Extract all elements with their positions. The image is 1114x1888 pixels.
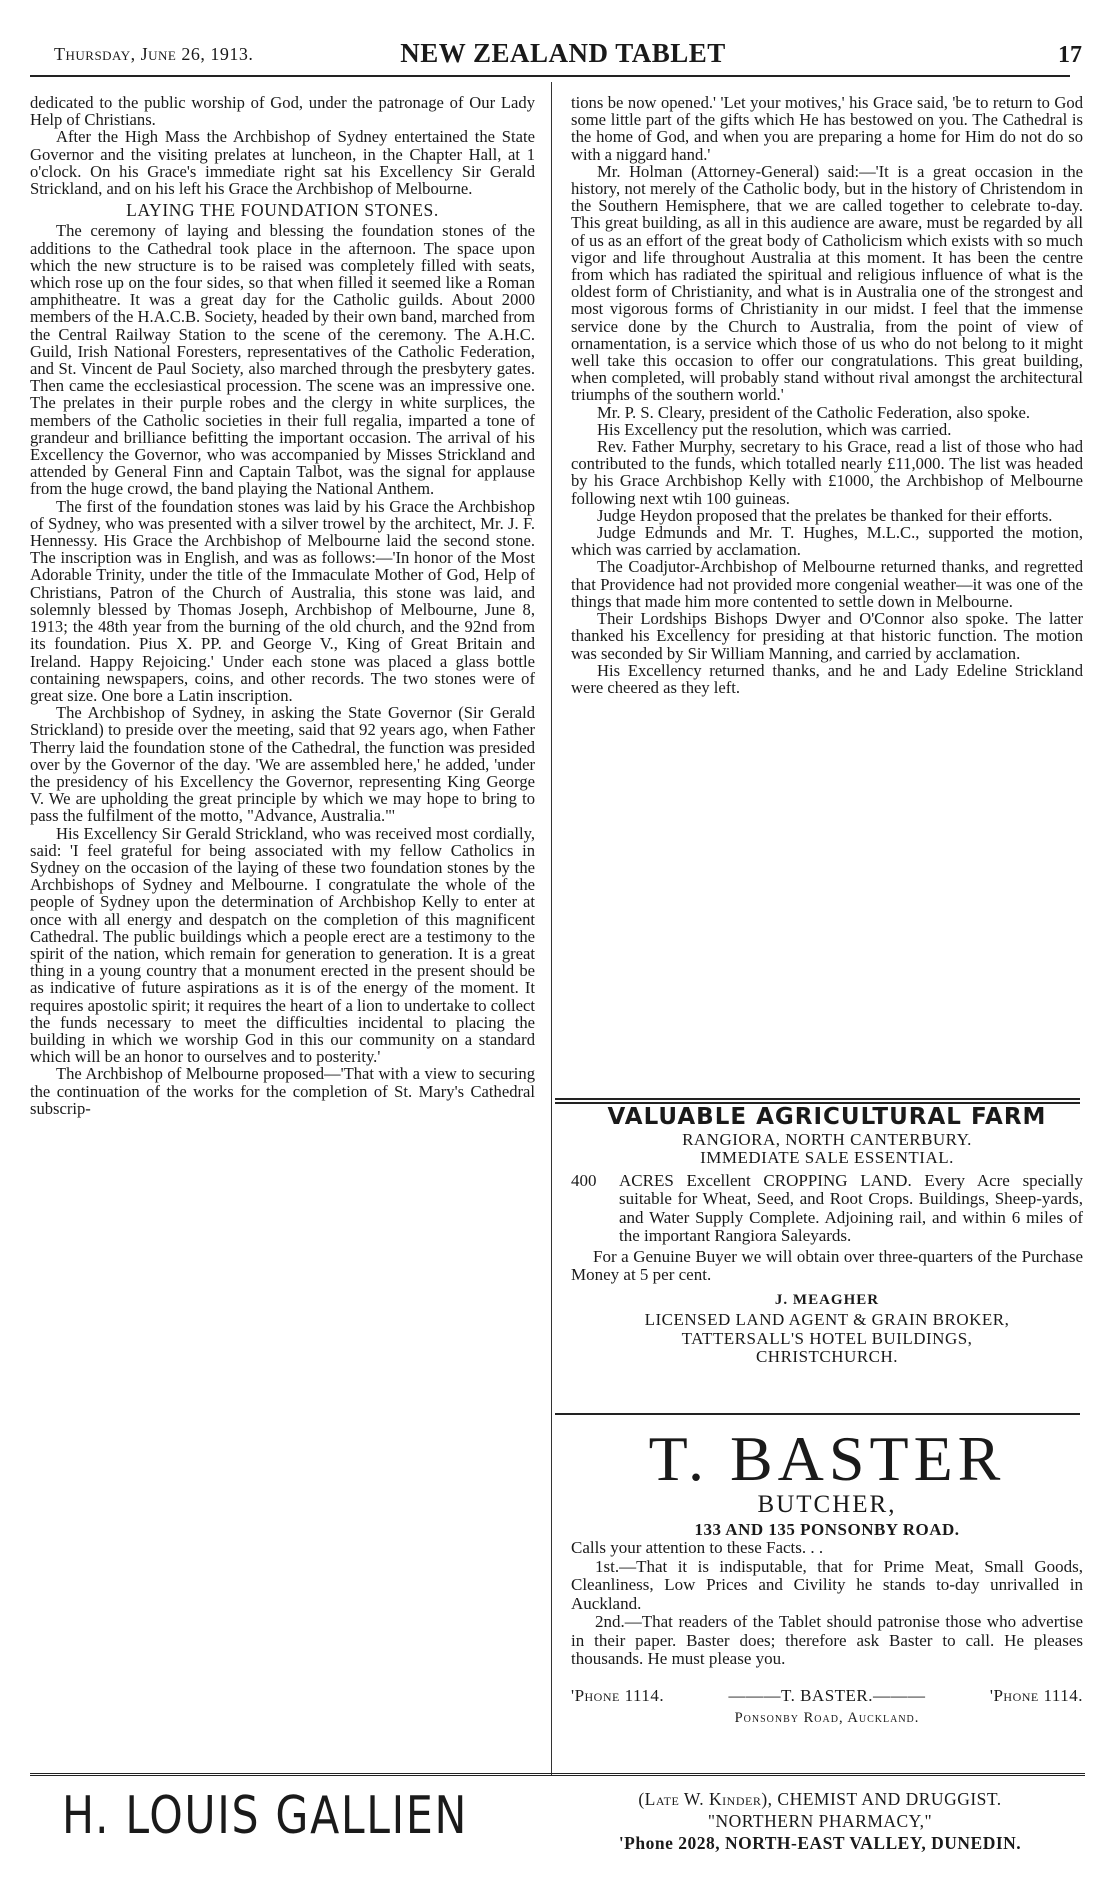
article-paragraph: Judge Heydon proposed that the prelates be thanked for their efforts. <box>597 505 1053 525</box>
article-paragraph: Their Lordships Bishops Dwyer and O'Connor also spoke. The latter thanked his Excellency for presiding at that historic function. The motion was seconded by Sir William Manning, and carried by acclamation. <box>571 609 1083 663</box>
chemist-ad-line: "NORTHERN PHARMACY," <box>707 1811 933 1831</box>
farm-ad-agent-name: J. MEAGHER <box>774 1291 880 1308</box>
farm-ad-description-block <box>571 1172 1083 1246</box>
farm-ad-sale: IMMEDIATE SALE ESSENTIAL. <box>700 1148 954 1167</box>
article-paragraph: The first of the foundation stones was laid by his Grace the Archbishop of Sydney, who was presented with a silver trowel by the architect, Mr. J. F. Hennessy. His Grace the Archbishop of Melbourne laid the second stone. The inscription was in English, and was as follows:—'In honor of the Most Adorable Trinity, under the title of the Immaculate Mother of God, Help of Christians, Patron of the Church of Australia, this stone was laid, and solemnly blessed by Thomas Joseph, Archbishop of Melbourne, June 8, 1913; the 48th year from the burning of the old church, and the 92nd from its foundation. Pius X. PP. and George V., King of Great Britain and Ireland. Happy Rejoicing.' Under each stone was placed a glass bottle containing newspapers, coins, and other records. The two stones were of great size. One bore a Latin inscription. <box>30 496 535 705</box>
article-paragraph: Judge Edmunds and Mr. T. Hughes, M.L.C., supported the motion, which was carried by acclamation. <box>571 523 1083 560</box>
newspaper-title: NEW ZEALAND TABLET <box>400 38 726 68</box>
butcher-ad-address: 133 AND 135 PONSONBY ROAD. <box>694 1519 960 1539</box>
farm-ad-agent-line: LICENSED LAND AGENT & GRAIN BROKER, <box>644 1310 1010 1329</box>
article-paragraph: After the High Mass the Archbishop of Sydney entertained the State Governor and the visiting prelates at luncheon, in the Chapter Hall, at 1 o'clock. On his Grace's immediate right sat his Excellency Sir Gerald Strickland, and on his left his Grace the Archbishop of Melbourne. <box>30 127 535 199</box>
butcher-ad-phone-line <box>571 1687 1083 1706</box>
chemist-advertisement <box>30 1782 1085 1882</box>
butcher-ad-phone: 'Phone 1114. <box>571 1685 665 1705</box>
ad-rule <box>555 1098 1080 1100</box>
farm-ad-offer: For a Genuine Buyer we will obtain over three-quarters of the Purchase Money at 5 per cent. <box>571 1246 1083 1284</box>
article-paragraph: His Excellency returned thanks, and he and Lady Edeline Strickland were cheered as they left. <box>571 660 1083 697</box>
page-header <box>38 38 1088 74</box>
chemist-ad-name: H. LOUIS GALLIEN <box>62 1786 469 1846</box>
farm-ad-title: VALUABLE AGRICULTURAL FARM <box>607 1104 1047 1130</box>
butcher-ad-phone: 'Phone 1114. <box>989 1685 1083 1705</box>
article-paragraph: dedicated to the public worship of God, under the patronage of Our Lady Help of Christians. <box>30 93 535 130</box>
chemist-ad-details <box>550 1788 1090 1854</box>
butcher-ad-name: T. BASTER <box>648 1423 1006 1494</box>
farm-ad-acres: 400 <box>571 1170 597 1190</box>
butcher-ad-signature: ———T. BASTER.——— <box>728 1685 926 1705</box>
ad-rule <box>555 1413 1080 1415</box>
farm-ad-location: RANGIORA, NORTH CANTERBURY. <box>682 1129 972 1149</box>
section-subheading: LAYING THE FOUNDATION STONES. <box>126 200 439 221</box>
right-column <box>571 94 1083 696</box>
butcher-ad-road: Ponsonby Road, Auckland. <box>734 1710 920 1726</box>
article-paragraph: The ceremony of laying and blessing the foundation stones of the additions to the Cathedral took place in the afternoon. The space upon which the new structure is to be raised was completely filled with seats, which rose up on the four sides, so that when filled it seemed like a Roman amphitheatre. It was a great day for the Catholic guilds. About 2000 members of the H.A.C.B. Society, headed by their own band, marched from the Central Railway Station to the scene of the ceremony. The A.H.C. Guild, Irish National Foresters, representatives of the Catholic Federation, and St. Vincent de Paul Society, also marched through the presbytery gates. Then came the ecclesiastical procession. The scene was an impressive one. The prelates in their purple robes and the clergy in white surplices, the members of the Catholic societies in their full regalia, imparted a tone of grandeur and brilliance befitting the important occasion. The arrival of his Excellency the Governor, who was accompanied by Misses Strickland and attended by General Finn and Captain Talbot, was the signal for applause from the huge crowd, the band playing the National Anthem. <box>30 221 535 499</box>
column-divider <box>551 82 552 1775</box>
article-paragraph: Mr. P. S. Cleary, president of the Catholic Federation, also spoke. <box>597 402 1031 422</box>
chemist-ad-line: 'Phone 2028, NORTH-EAST VALLEY, DUNEDIN. <box>618 1833 1022 1853</box>
butcher-ad-intro: Calls your attention to these Facts. . . <box>571 1538 824 1557</box>
header-rule <box>30 75 1070 77</box>
article-paragraph: The Archbishop of Sydney, in asking the State Governor (Sir Gerald Strickland) to preside over the meeting, said that 92 years ago, when Father Therry laid the foundation stone of the Cathedral, the function was presided over by the Governor of the day. 'We are assembled here,' he added, 'under the presidency of his Excellency the Governor, representing King George V. We are upholding the great principle by which we may hope to bring to pass the fulfilment of the motto, "Advance, Australia."' <box>30 703 535 826</box>
article-paragraph: His Excellency Sir Gerald Strickland, who was received most cordially, said: 'I feel grateful for being associated with my fellow Catholics in Sydney on the occasion of the laying of these two foundation stones by the Archbishops of Sydney and Melbourne. I congratulate the whole of the people of Sydney upon the determination of Archbishop Kelly to enter at once with all energy and despatch on the completion of this magnificent Cathedral. The public buildings which a people erect are a testimony to the spirit of the nation, which remain for generation to generation. It is a great thing in a young country that a monument erected in the present should be as indicative of future aspirations as it is of the energy of the moment. It requires apostolic spirit; it requires the heart of a lion to undertake to collect the funds necessary to meet the difficulties incidental to placing the building in which we worship God in this our community on a standard which will be an honor to ourselves and to posterity.' <box>30 823 535 1067</box>
butcher-advertisement <box>571 1423 1083 1728</box>
article-paragraph: His Excellency put the resolution, which was carried. <box>597 419 952 439</box>
butcher-ad-fact: 2nd.—That readers of the Tablet should patronise those who advertise in their paper. Baster does; therefore ask Baster to call. He pleases thousands. He must please you. <box>571 1612 1083 1668</box>
article-paragraph: tions be now opened.' 'Let your motives,' his Grace said, 'be to return to God some little part of the gifts which He has bestowed on you. The Cathedral is the home of God, and when you are preparing a home for Him do not do so with a niggard hand.' <box>571 93 1083 164</box>
farm-ad-agent-line: TATTERSALL'S HOTEL BUILDINGS, <box>681 1328 973 1348</box>
page-number: 17 <box>1058 42 1082 68</box>
article-paragraph: The Coadjutor-Archbishop of Melbourne returned thanks, and regretted that Providence had not provided more congenial weather—it was one of the things that made him more contented to settle down in Melbourne. <box>571 557 1083 611</box>
farm-ad-agent-line: CHRISTCHURCH. <box>755 1347 899 1366</box>
butcher-ad-trade: BUTCHER, <box>757 1491 897 1518</box>
article-paragraph: Mr. Holman (Attorney-General) said:—'It is a great occasion in the history, not merely of the Catholic body, but in the history of Christendom in the Southern Hemisphere, that we are called together to celebrate to-day. This great building, as all in this audience are aware, must be regarded by all of us as an effort of the great body of Catholicism which exists with so much vigor and life throughout Australia at this moment. It has been the centre from which has radiated the spiritual and religious influence of what is the oldest form of Christianity, and what is in Australia one of the strongest and most vigorous forms of Christianity in our midst. I feel that the immense service done by the Church to Australia, from the point of view of ornamentation, is a service which those of us who do not belong to it might well take this occasion to offer our congratulations. This great building, when completed, will probably stand without rival amongst the architectural triumphs of the southern world.' <box>571 161 1083 405</box>
issue-date: Thursday, June 26, 1913. <box>54 44 254 64</box>
butcher-ad-fact: 1st.—That it is indisputable, that for Prime Meat, Small Goods, Cleanliness, Low Prices and Civility he stands to-day unrivalled in Auckland. <box>571 1556 1083 1613</box>
footer-rule <box>30 1773 1085 1776</box>
left-column <box>30 94 535 1117</box>
article-paragraph: Rev. Father Murphy, secretary to his Grace, read a list of those who had contributed to the funds, which totalled nearly £11,000. The list was headed by his Grace Archbishop Kelly with £1000, the Archbishop of Melbourne following next wtih 100 guineas. <box>571 437 1083 508</box>
farm-ad-description: ACRES Excellent CROPPING LAND. Every Acre specially suitable for Wheat, Seed, and Root Crops. Buildings, Sheep-yards, and Water Supply Complete. Adjoining rail, and within 6 miles of the important Rangiora Saleyards. <box>619 1170 1083 1245</box>
article-paragraph: The Archbishop of Melbourne proposed—'That with a view to securing the continuation of the works for the completion of St. Mary's Cathedral subscrip- <box>30 1064 535 1118</box>
chemist-ad-line: (Late W. Kinder), CHEMIST AND DRUGGIST. <box>638 1789 1002 1809</box>
farm-advertisement <box>571 1104 1083 1367</box>
